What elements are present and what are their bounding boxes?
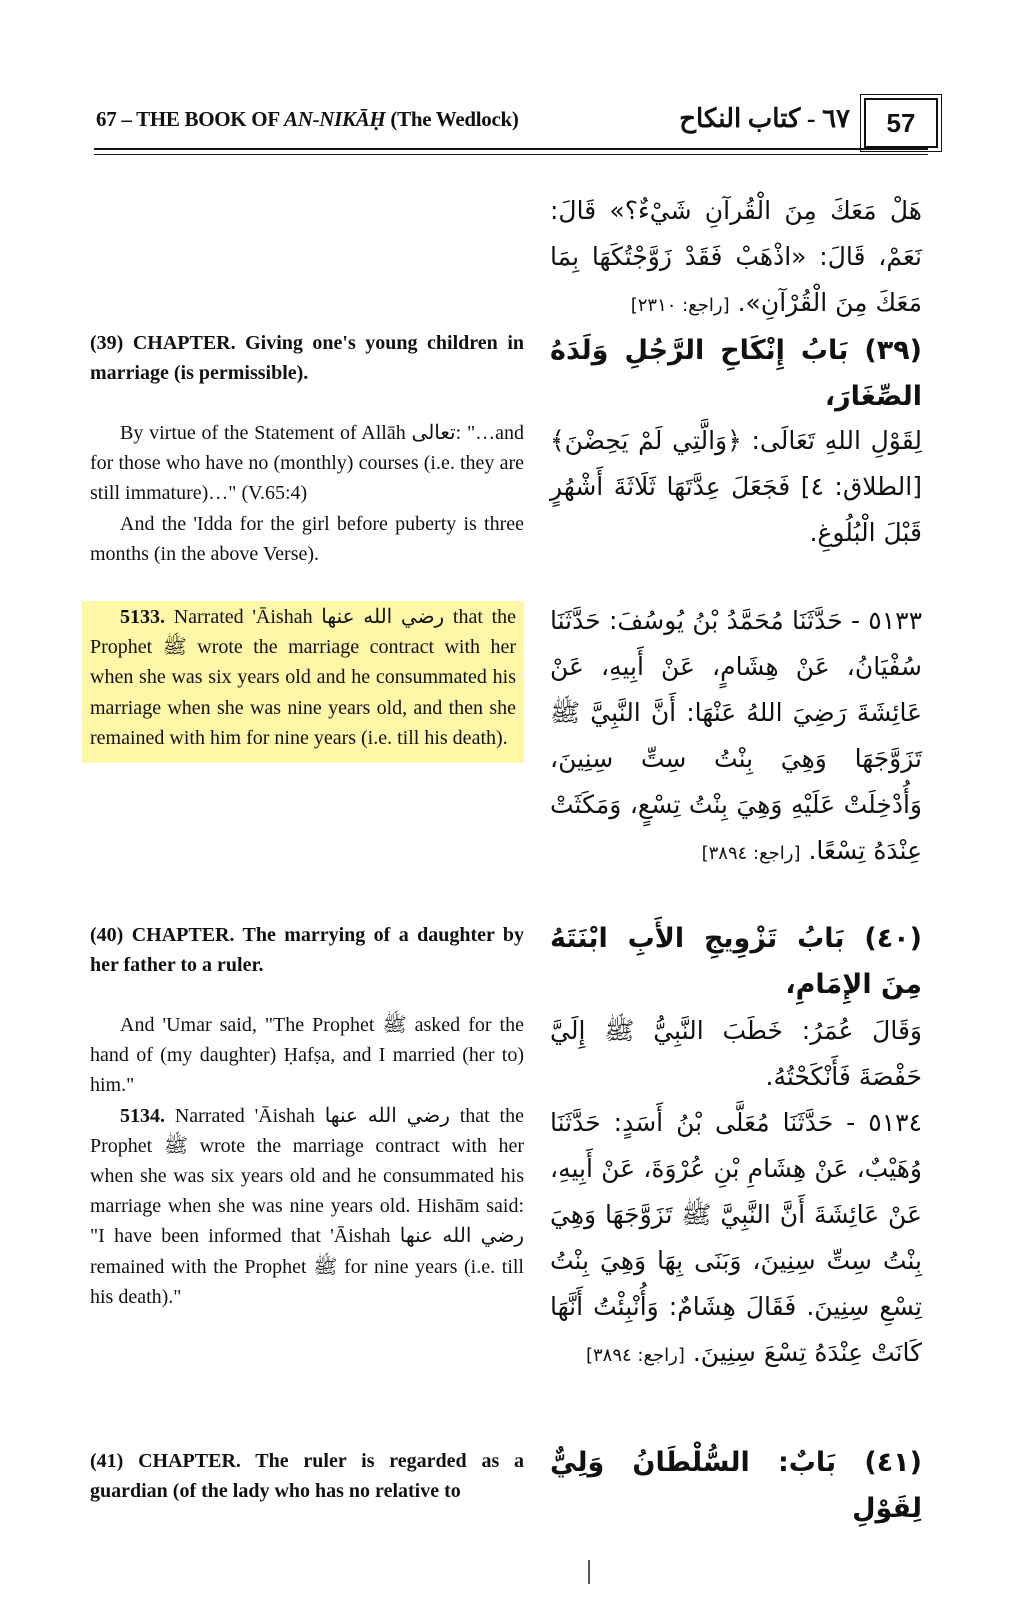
running-header-arabic: ٦٧ - كتاب النكاح (679, 104, 850, 133)
running-header-english (96, 107, 519, 132)
chapter-39-idda: And the 'Idda for the girl before puberty is three months (in the above Verse). (90, 512, 524, 565)
arabic-bab-39-text: لِقَوْلِ اللهِ تَعَالَى: ﴿وَالَّتِي لَمْ يَحِضْنَ﴾ [الطلاق: ٤] فَجَعَلَ عِدَّتَهَا ثَلَاثَةَ أَشْهُرٍ قَبْلَ الْبُلُوغِ. (550, 426, 922, 547)
arabic-bab-40-title: (٤٠) بَابُ تَزْوِيجِ الأَبِ ابْنَتَهُ مِنَ الإِمَامِ، (550, 923, 922, 1000)
chapter-39-body (90, 418, 524, 569)
header-rule-thin (94, 154, 928, 155)
chapter-39-verse: By virtue of the Statement of Allāh تعالى: "…and for those who have no (monthly) courses (i.e. they are still immature)…" (V.65:4) (90, 422, 524, 505)
chapter-40-umar: And 'Umar said, "The Prophet ﷺ asked for the hand of (my daughter) Ḥafṣa, and I married (her to) him." (90, 1014, 524, 1097)
arabic-hadith-5134 (550, 1100, 922, 1379)
hadith-5134-number: 5134. (120, 1104, 165, 1127)
scan-mark (588, 1560, 590, 1584)
header-title-italic: AN-NIKĀḤ (284, 107, 386, 131)
header-rule (94, 148, 928, 150)
chapter-39-english (90, 328, 524, 388)
arabic-continuation-ref: [راجع: ٢٣١٠] (630, 295, 730, 316)
chapter-39-heading: (39) CHAPTER. Giving one's young children in marriage (is permissible). (90, 332, 524, 385)
chapter-41-heading: (41) CHAPTER. The ruler is regarded as a guardian (of the lady who has no relative to (90, 1450, 524, 1503)
header-title-suffix: (The Wedlock) (385, 107, 519, 131)
arabic-continuation (550, 188, 922, 329)
page-number: 57 (864, 98, 938, 148)
chapter-40-english (90, 920, 524, 980)
arabic-hadith-5133-ref: [راجع: ٣٨٩٤] (701, 843, 801, 864)
arabic-hadith-5133 (550, 598, 922, 877)
arabic-bab-39 (550, 328, 922, 420)
hadith-5133-text: Narrated 'Āishah رضي الله عنها that the Prophet ﷺ wrote the marriage contract with her when she was six years old and he consummated his marriage when she was nine years old, and then she remained with him for nine years (i.e. till his death). (90, 606, 516, 749)
arabic-bab-40-body (550, 1008, 922, 1100)
hadith-5133-number: 5133. (120, 606, 165, 628)
chapter-40-body (90, 1010, 524, 1312)
arabic-bab-41-title: (٤١) بَابٌ: السُّلْطَانُ وَلِيٌّ لِقَوْلِ (550, 1447, 922, 1524)
arabic-bab-40-text: وَقَالَ عُمَرُ: خَطَبَ النَّبِيُّ ﷺ إِلَيَّ حَفْصَةَ فَأَنْكَحْتُهُ. (550, 1016, 922, 1091)
arabic-bab-41 (550, 1440, 922, 1532)
arabic-bab-40 (550, 916, 922, 1008)
chapter-41-english (90, 1446, 524, 1506)
hadith-5133-english (82, 601, 524, 763)
header-title-prefix: 67 – THE BOOK OF (96, 107, 285, 131)
arabic-bab-39-body (550, 418, 922, 556)
hadith-5134-text: Narrated 'Āishah رضي الله عنها that the Prophet ﷺ wrote the marriage contract with her when she was six years old and he consummated his marriage when she was nine years old. Hishām said: "I have been informed that 'Āishah رضي الله عنها remained with the Prophet ﷺ for nine years (i.e. till his death)." (90, 1104, 524, 1308)
arabic-continuation-text: هَلْ مَعَكَ مِنَ الْقُرآنِ شَيْءٌ؟» قَالَ: نَعَمْ، قَالَ: «اذْهَبْ فَقَدْ زَوَّجْتُكَهَا بِمَا مَعَكَ مِنَ الْقُرْآنِ». (550, 196, 922, 317)
arabic-hadith-5134-text: ٥١٣٤ - حَدَّثَنَا مُعَلَّى بْنُ أَسَدٍ: حَدَّثَنَا وُهَيْبٌ، عَنْ هِشَامِ بْنِ عُرْوَةَ، عَنْ أَبِيهِ، عَنْ عَائِشَةَ أَنَّ النَّبِيَّ ﷺ تَزَوَّجَهَا وَهِيَ بِنْتُ سِتِّ سِنِينَ، وَبَنَى بِهَا وَهِيَ بِنْتُ تِسْعِ سِنِينَ. فَقَالَ هِشَامٌ: وَأُنْبِئْتُ أَنَّهَا كَانَتْ عِنْدَهُ تِسْعَ سِنِينَ. (550, 1108, 922, 1367)
arabic-hadith-5134-ref: [راجع: ٣٨٩٤] (585, 1345, 685, 1366)
arabic-hadith-5133-text: ٥١٣٣ - حَدَّثَنَا مُحَمَّدُ بْنُ يُوسُفَ: حَدَّثَنَا سُفْيَانُ، عَنْ هِشَامٍ، عَنْ أَبِيهِ، عَنْ عَائِشَةَ رَضِيَ اللهُ عَنْهَا: أَنَّ النَّبِيَّ ﷺ تَزَوَّجَهَا وَهِيَ بِنْتُ سِتِّ سِنِينَ، وَأُدْخِلَتْ عَلَيْهِ وَهِيَ بِنْتُ تِسْعٍ، وَمَكَثَتْ عِنْدَهُ تِسْعًا. (550, 606, 922, 865)
arabic-bab-39-title: (٣٩) بَابُ إِنْكَاحِ الرَّجُلِ وَلَدَهُ الصِّغَارَ، (550, 335, 922, 412)
chapter-40-heading: (40) CHAPTER. The marrying of a daughter by her father to a ruler. (90, 924, 524, 977)
